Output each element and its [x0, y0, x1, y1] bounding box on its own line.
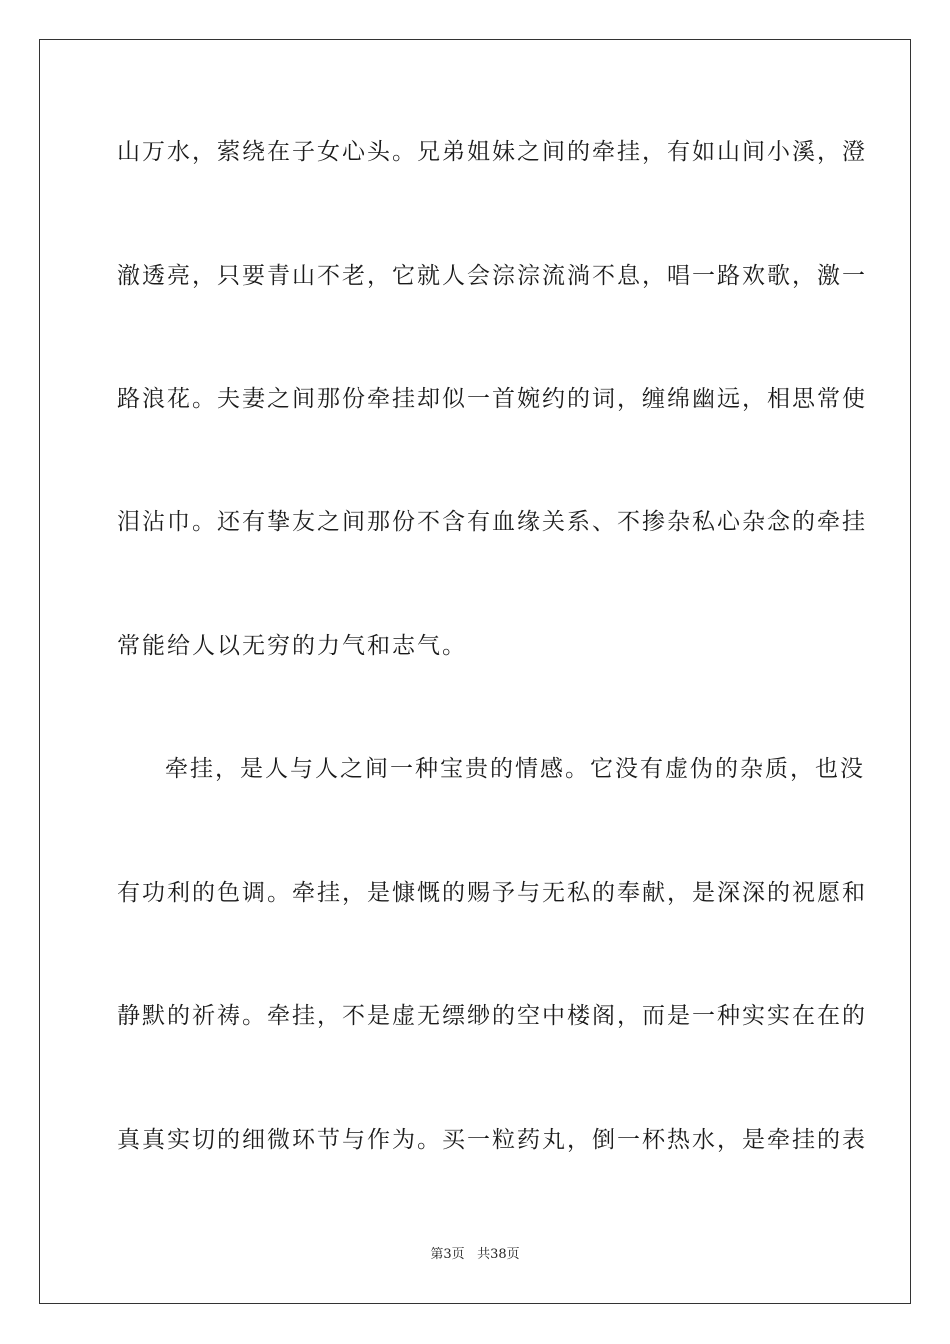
page-footer — [0, 1246, 950, 1264]
text-line: 静默的祈祷。牵挂，不是虚无缥缈的空中楼阁，而是一种实实在在的 — [117, 1003, 867, 1029]
text-line: 路浪花。夫妻之间那份牵挂却似一首婉约的词，缠绵幽远，相思常使 — [117, 386, 867, 412]
total-pages: 共38页 — [477, 1247, 520, 1262]
page-border — [39, 39, 911, 1304]
text-line: 山万水，萦绕在子女心头。兄弟姐妹之间的牵挂，有如山间小溪，澄 — [117, 139, 867, 165]
text-line: 有功利的色调。牵挂，是慷慨的赐予与无私的奉献，是深深的祝愿和 — [117, 880, 867, 906]
text-line: 澈透亮，只要青山不老，它就人会淙淙流淌不息，唱一路欢歌，激一 — [117, 263, 867, 289]
text-line: 真真实切的细微环节与作为。买一粒药丸，倒一杯热水，是牵挂的表 — [117, 1127, 867, 1153]
text-line: 泪沾巾。还有挚友之间那份不含有血缘关系、不掺杂私心杂念的牵挂 — [117, 509, 867, 535]
text-line: 常能给人以无穷的力气和志气。 — [117, 633, 467, 659]
page-number: 第3页 — [430, 1247, 465, 1262]
paragraph-first-line: 牵挂，是人与人之间一种宝贵的情感。它没有虚伪的杂质，也没 — [165, 756, 865, 782]
